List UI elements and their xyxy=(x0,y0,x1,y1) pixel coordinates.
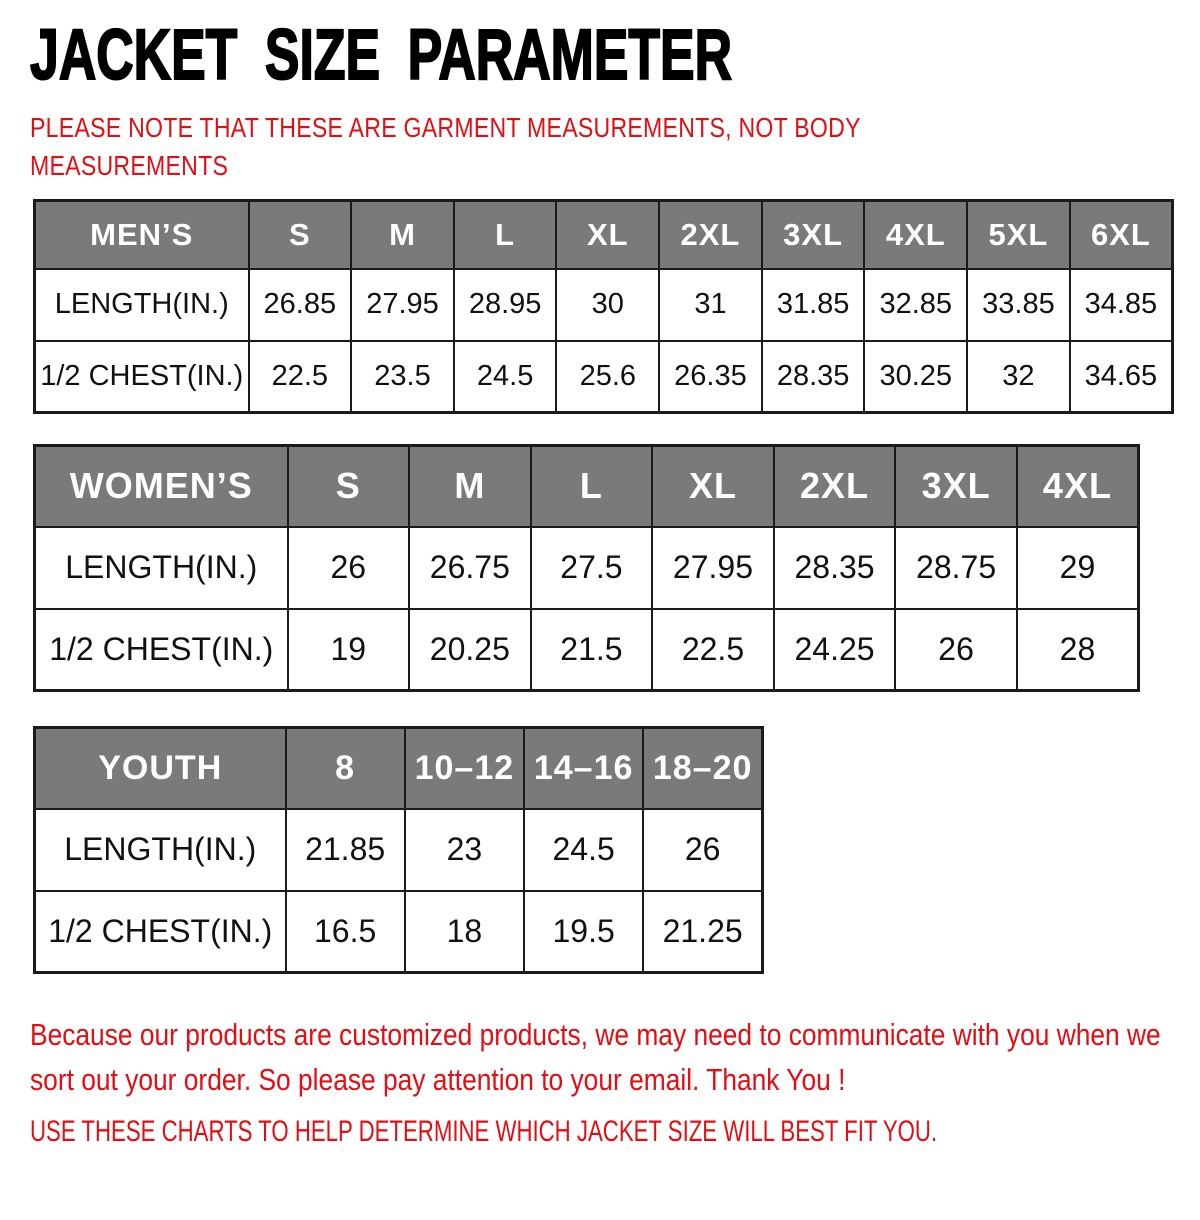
value-cell: 26.35 xyxy=(659,341,762,413)
value-cell: 26 xyxy=(643,809,762,891)
value-cell: 19 xyxy=(288,609,410,691)
value-cell: 22.5 xyxy=(249,341,352,413)
value-cell: 31.85 xyxy=(762,269,865,341)
measurement-row xyxy=(35,341,1173,413)
value-cell: 30.25 xyxy=(864,341,967,413)
value-cell: 34.85 xyxy=(1070,269,1173,341)
value-cell: 26.85 xyxy=(249,269,352,341)
value-cell: 16.5 xyxy=(286,891,405,973)
value-cell: 33.85 xyxy=(967,269,1070,341)
size-header-cell: L xyxy=(531,446,653,527)
value-cell: 21.25 xyxy=(643,891,762,973)
value-cell: 26 xyxy=(288,527,410,609)
measurement-row xyxy=(35,891,763,973)
size-header-cell: XL xyxy=(556,201,659,269)
size-header-cell: 3XL xyxy=(895,446,1017,527)
row-label-cell: 1/2 CHEST(IN.) xyxy=(35,341,249,413)
size-header-cell: S xyxy=(288,446,410,527)
size-header-cell: 2XL xyxy=(774,446,896,527)
value-cell: 28.35 xyxy=(762,341,865,413)
size-header-cell: S xyxy=(249,201,352,269)
value-cell: 24.5 xyxy=(454,341,557,413)
size-header-cell: 6XL xyxy=(1070,201,1173,269)
size-header-cell: 4XL xyxy=(864,201,967,269)
value-cell: 32.85 xyxy=(864,269,967,341)
value-cell: 22.5 xyxy=(652,609,774,691)
value-cell: 28 xyxy=(1017,609,1139,691)
jacket-size-chart-page xyxy=(0,16,1200,1220)
size-tables-container xyxy=(0,199,1200,974)
row-label-cell: 1/2 CHEST(IN.) xyxy=(35,609,288,691)
page-title: JACKET SIZE PARAMETER xyxy=(30,16,733,95)
size-table-women-s xyxy=(33,444,1140,692)
measurement-row xyxy=(35,527,1139,609)
size-table-men-s xyxy=(33,199,1174,414)
measurement-row xyxy=(35,809,763,891)
row-label-cell: LENGTH(IN.) xyxy=(35,809,286,891)
value-cell: 27.95 xyxy=(351,269,454,341)
value-cell: 26.75 xyxy=(409,527,531,609)
value-cell: 19.5 xyxy=(524,891,643,973)
value-cell: 27.95 xyxy=(652,527,774,609)
size-header-cell: 18–20 xyxy=(643,728,762,809)
value-cell: 20.25 xyxy=(409,609,531,691)
value-cell: 21.85 xyxy=(286,809,405,891)
row-label-cell: LENGTH(IN.) xyxy=(35,269,249,341)
value-cell: 23.5 xyxy=(351,341,454,413)
table-title-cell: YOUTH xyxy=(35,728,286,809)
size-header-cell: 10–12 xyxy=(405,728,524,809)
value-cell: 31 xyxy=(659,269,762,341)
measurement-row xyxy=(35,609,1139,691)
row-label-cell: LENGTH(IN.) xyxy=(35,527,288,609)
measurement-row xyxy=(35,269,1173,341)
value-cell: 30 xyxy=(556,269,659,341)
value-cell: 27.5 xyxy=(531,527,653,609)
value-cell: 28.95 xyxy=(454,269,557,341)
value-cell: 26 xyxy=(895,609,1017,691)
size-header-cell: 5XL xyxy=(967,201,1070,269)
value-cell: 28.35 xyxy=(774,527,896,609)
value-cell: 18 xyxy=(405,891,524,973)
value-cell: 29 xyxy=(1017,527,1139,609)
table-title-cell: WOMEN’S xyxy=(35,446,288,527)
header-row xyxy=(35,446,1139,527)
value-cell: 34.65 xyxy=(1070,341,1173,413)
size-header-cell: 8 xyxy=(286,728,405,809)
size-header-cell: XL xyxy=(652,446,774,527)
header-row xyxy=(35,728,763,809)
garment-measurements-note: PLEASE NOTE THAT THESE ARE GARMENT MEASUREMENTS, NOT BODY MEASUREMENTS xyxy=(30,112,861,181)
footer-fit-advice-note: USE THESE CHARTS TO HELP DETERMINE WHICH JACKET SIZE WILL BEST FIT YOU. xyxy=(30,1115,938,1148)
table-title-cell: MEN’S xyxy=(35,201,249,269)
footer-customized-products-note: Because our products are customized products, we may need to communicate with you when we sort out your order. So please pay attention to your email. Thank You ! xyxy=(30,1017,1161,1097)
value-cell: 24.5 xyxy=(524,809,643,891)
value-cell: 32 xyxy=(967,341,1070,413)
row-label-cell: 1/2 CHEST(IN.) xyxy=(35,891,286,973)
size-header-cell: 2XL xyxy=(659,201,762,269)
value-cell: 23 xyxy=(405,809,524,891)
size-header-cell: 14–16 xyxy=(524,728,643,809)
size-header-cell: L xyxy=(454,201,557,269)
value-cell: 28.75 xyxy=(895,527,1017,609)
size-header-cell: 3XL xyxy=(762,201,865,269)
size-table-youth xyxy=(33,726,764,974)
size-header-cell: M xyxy=(351,201,454,269)
header-row xyxy=(35,201,1173,269)
value-cell: 21.5 xyxy=(531,609,653,691)
value-cell: 25.6 xyxy=(556,341,659,413)
value-cell: 24.25 xyxy=(774,609,896,691)
size-header-cell: M xyxy=(409,446,531,527)
size-header-cell: 4XL xyxy=(1017,446,1139,527)
